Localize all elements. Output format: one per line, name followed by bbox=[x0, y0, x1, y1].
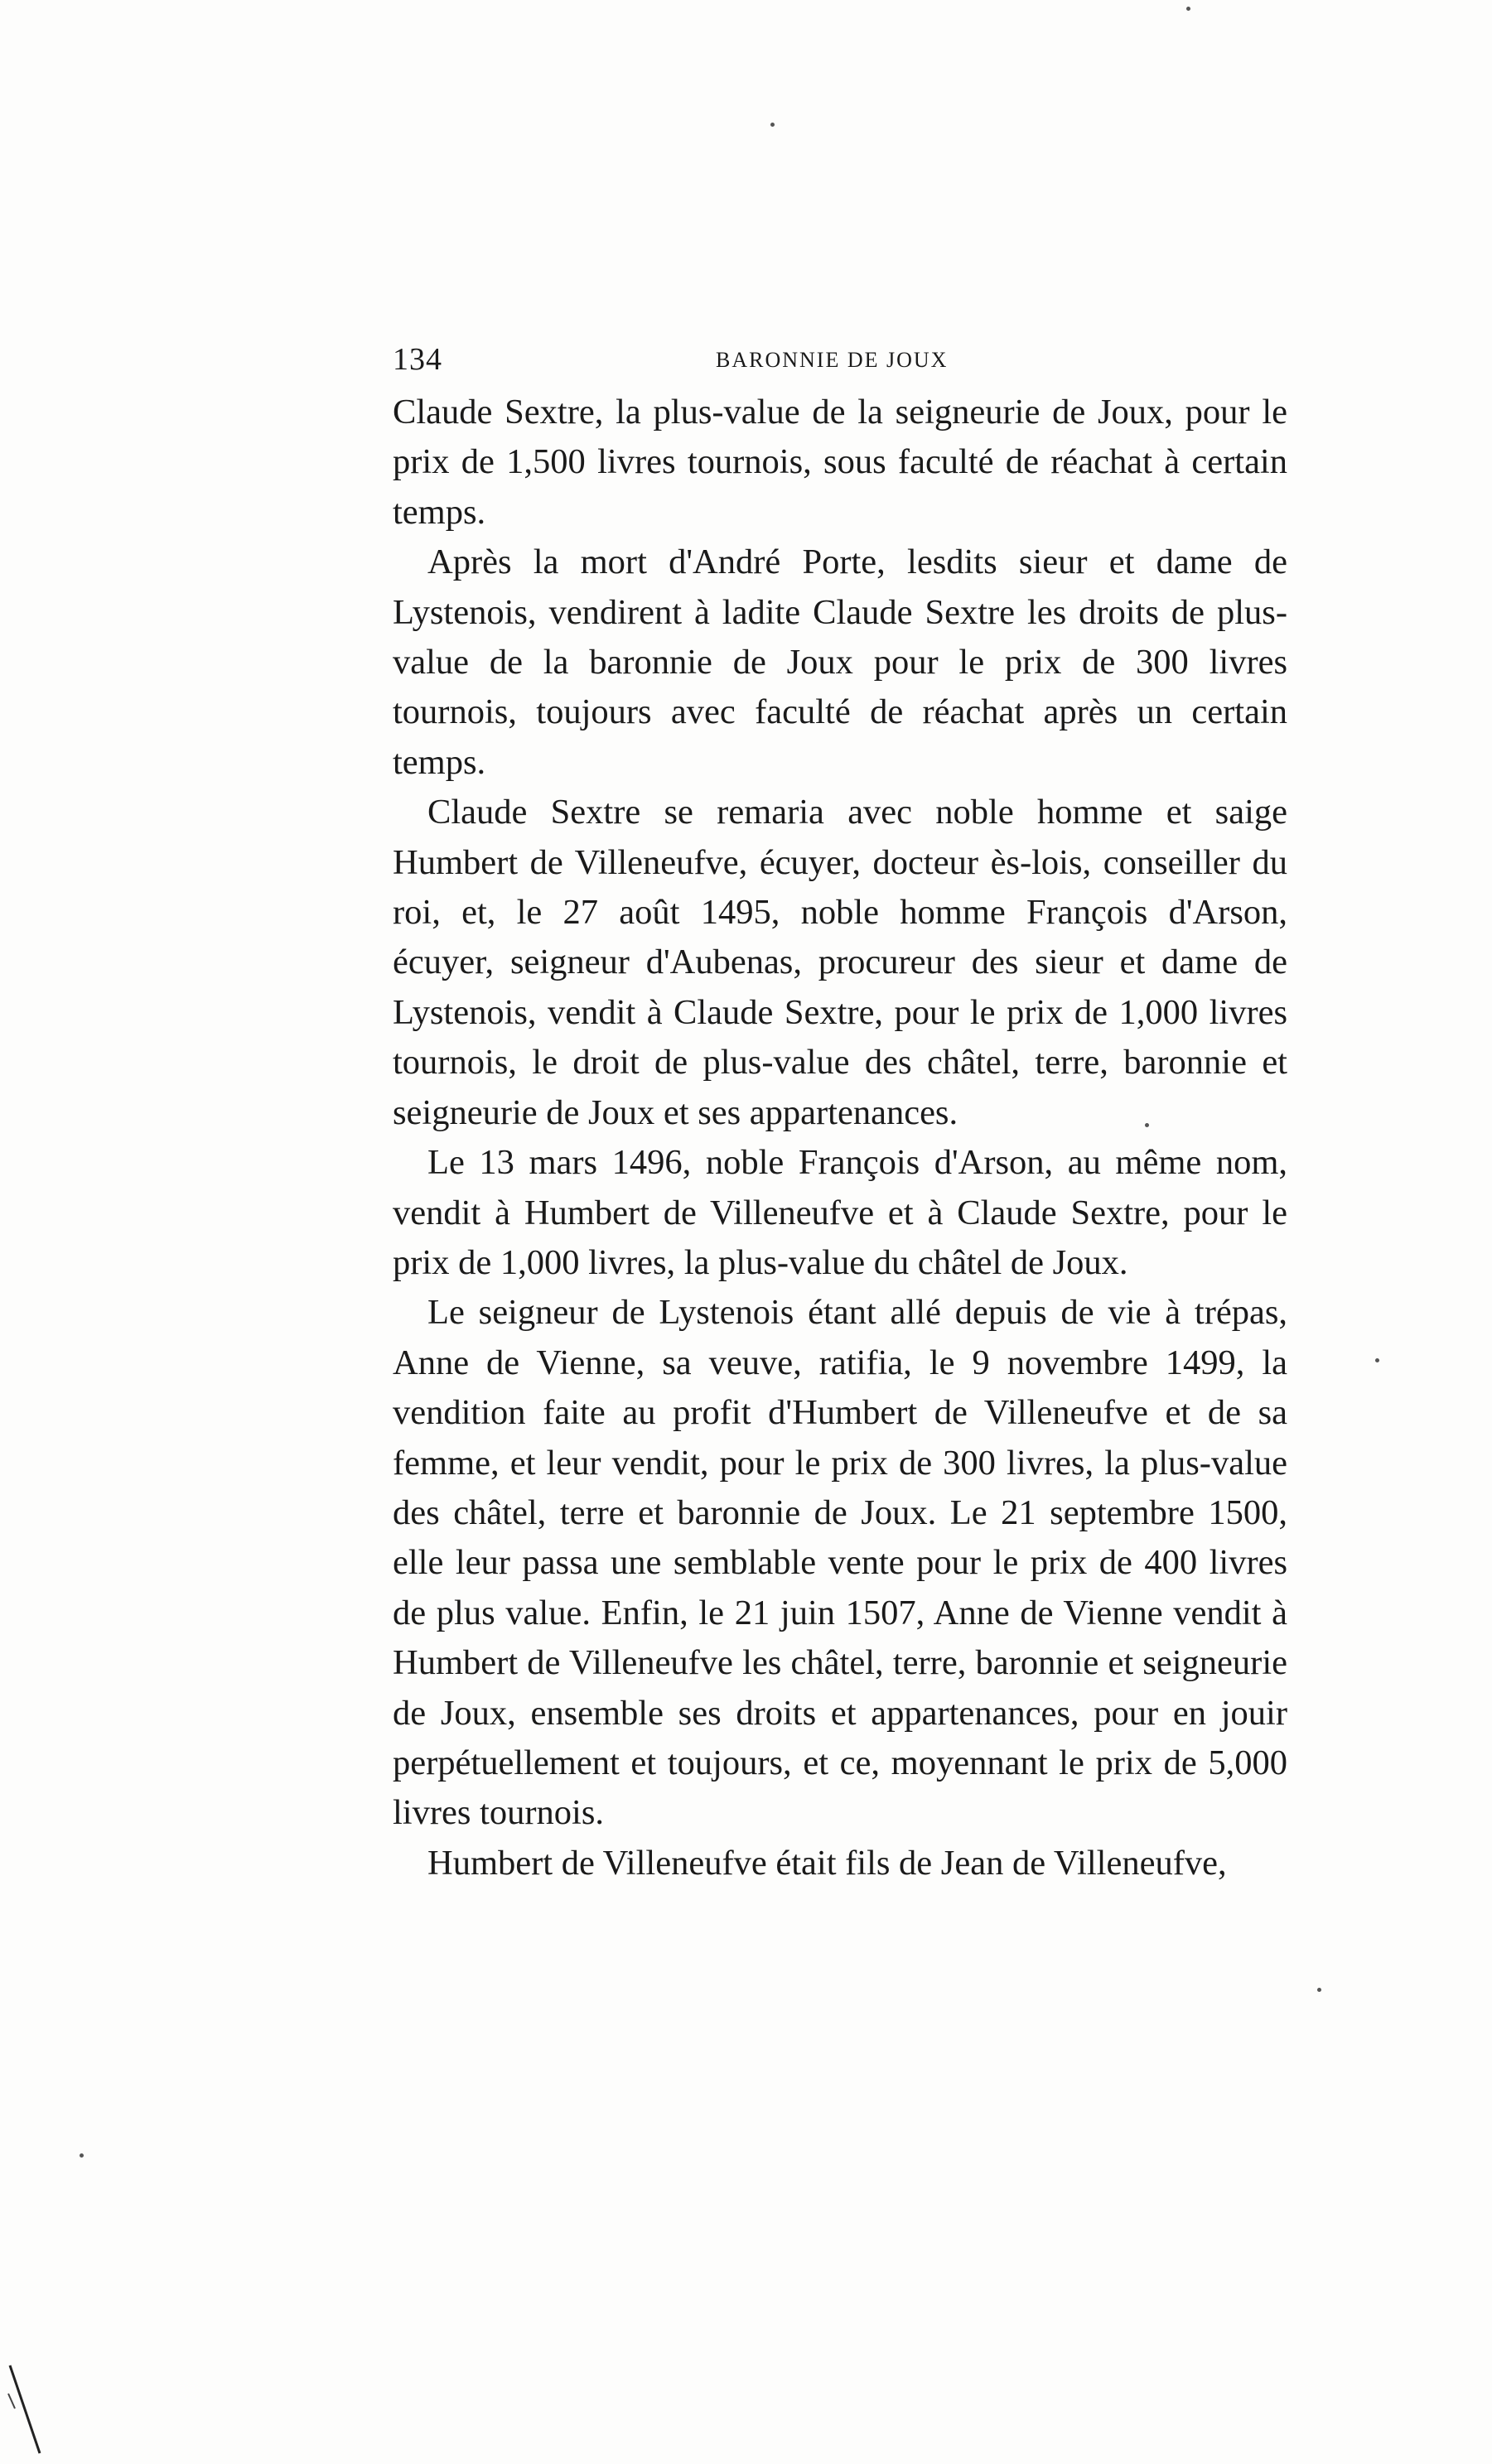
running-title: BARONNIE DE JOUX bbox=[716, 348, 949, 372]
paragraph-1: Claude Sextre, la plus-value de la seigneurie de Joux, pour le prix de 1,500 livres tournois, sous faculté de réachat à certain temps. bbox=[393, 393, 1287, 532]
page-number: 134 bbox=[393, 342, 442, 377]
paragraph-2: Après la mort d'André Porte, lesdits sieur et dame de Lystenois, vendirent à ladite Claude Sextre les droits de plus-value de la baronnie de Joux pour le prix de 300 livres tournois, toujours avec faculté de réachat après un certain temps. bbox=[393, 542, 1287, 782]
paragraph-6: Humbert de Villeneufve était fils de Jean de Villeneufve, bbox=[427, 1843, 1227, 1883]
scan-speck bbox=[1375, 1358, 1379, 1362]
paragraph-4: Le 13 mars 1496, noble François d'Arson, au même nom, vendit à Humbert de Villeneufve et à Claude Sextre, pour le prix de 1,000 livres, la plus-value du châtel de Joux. bbox=[393, 1143, 1287, 1282]
paragraph-3: Claude Sextre se remaria avec noble homme et saige Humbert de Villeneufve, écuyer, docteur ès-lois, conseiller du roi, et, le 27 août 1495, noble homme François d'Arson, écuyer, seigneur d'Aubenas, procureur des sieur et dame de Lystenois, vendit à Claude Sextre, pour le prix de 1,000 livres tournois, le droit de plus-value des châtel, terre, baronnie et seigneurie de Joux et ses appartenances. bbox=[393, 793, 1287, 1132]
scan-margin-stroke bbox=[7, 2360, 56, 2460]
scan-speck bbox=[1145, 1123, 1149, 1127]
body-text bbox=[393, 388, 1287, 1888]
scan-speck bbox=[1317, 1988, 1321, 1992]
page-header bbox=[393, 341, 1287, 377]
scan-speck bbox=[80, 2153, 84, 2158]
scan-speck bbox=[770, 123, 775, 127]
scan-speck bbox=[1186, 7, 1190, 11]
paragraph-5: Le seigneur de Lystenois étant allé depuis de vie à trépas, Anne de Vienne, sa veuve, ratifia, le 9 novembre 1499, la vendition faite au profit d'Humbert de Villeneufve et de sa femme, et leur vendit, pour le prix de 300 livres, la plus-value des châtel, terre et baronnie de Joux. Le 21 septembre 1500, elle leur passa une semblable vente pour le prix de 400 livres de plus value. Enfin, le 21 juin 1507, Anne de Vienne vendit à Humbert de Villeneufve les châtel, terre, baronnie et seigneurie de Joux, ensemble ses droits et appartenances, pour en jouir perpétuellement et toujours, et ce, moyennant le prix de 5,000 livres tournois. bbox=[393, 1293, 1287, 1833]
